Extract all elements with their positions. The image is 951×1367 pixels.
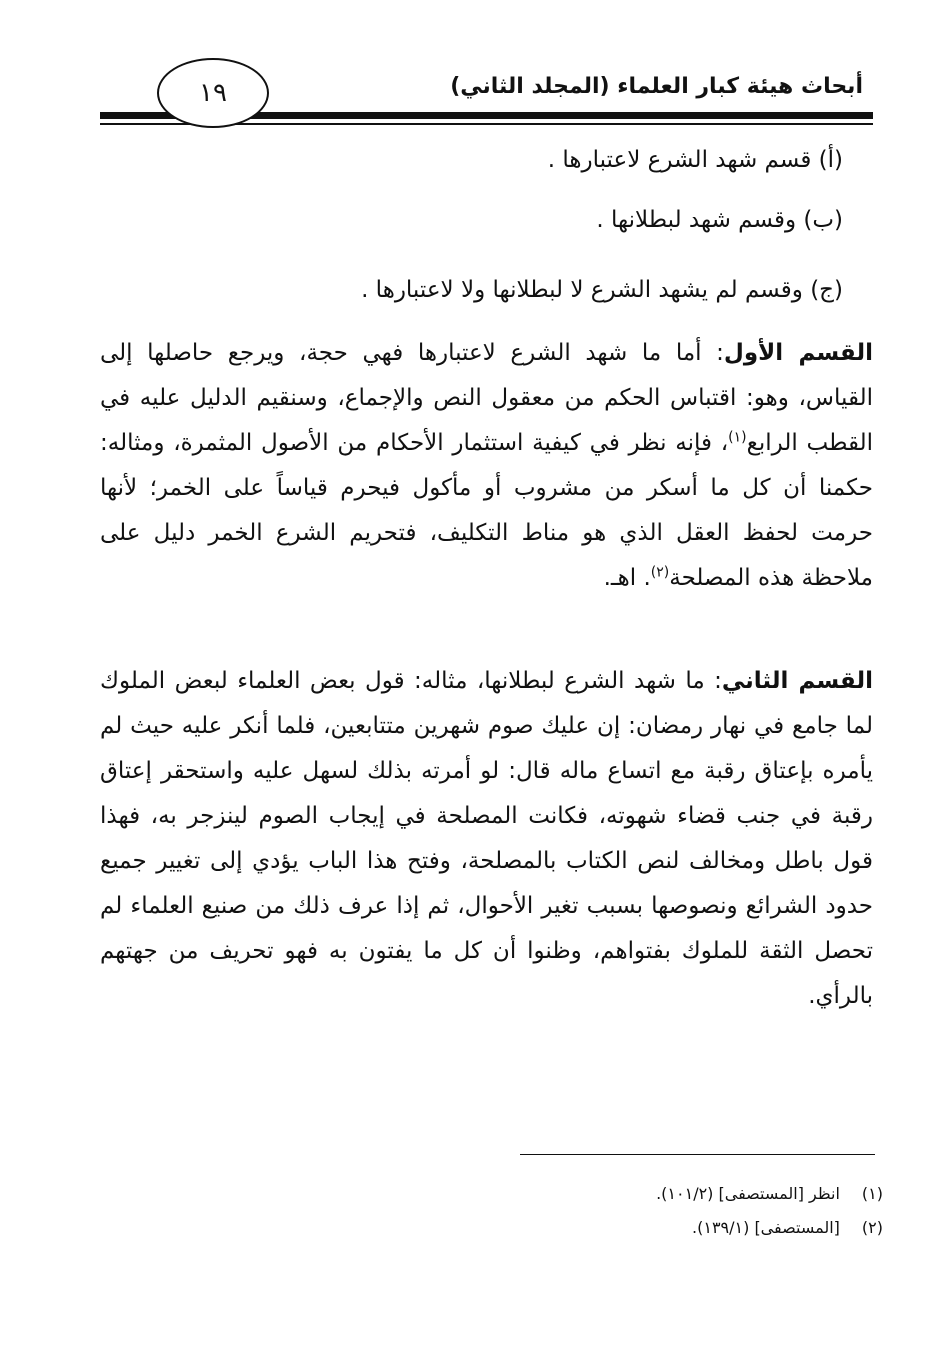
footnote-1-number: (١) [861,1184,883,1203]
division-item-b: (ب) وقسم شهد لبطلانها . [596,207,843,233]
footnote-ref-2: (٢) [650,564,670,581]
section-one-text-b: ، فإنه نظر في كيفية استثمار الأحكام من الأصول المثمرة، ومثاله: حكمنا أن كل ما أسكر من مشروب أو مأكول فيحرم قياساً على الخمر؛ لأنها حرمت لحفظ العقل الذي هو مناط التكليف، فتحريم الشرع الخمر دليل على ملاحظة هذه المصلحة [100,430,873,591]
section-two-text: : ما شهد الشرع لبطلانها، مثاله: قول بعض العلماء لبعض الملوك لما جامع في نهار رمضان: إن عليك صوم شهرين متتابعين، فلما أنكر عليه حيث لم يأمره بإعتاق رقبة مع اتساع ماله قال: لو أمرته بذلك لسهل عليه واستحقر إعتاق رقبة في جنب قضاء شهوته، فكانت المصلحة في إيجاب الصوم لينزجر به، فهذا قول باطل ومخالف لنص الكتاب بالمصلحة، وفتح هذا الباب يؤدي إلى تغيير جميع حدود الشرائع ونصوصها بسبب تغير الأحوال، ثم إذا عرف ذلك من صنيع العلماء لم تحصل الثقة للملوك بفتواهم، وظنوا أن كل ما يفتون به فهو تحريف من جهتهم بالرأي. [100,668,873,1009]
footnote-1-text: انظر [المستصفى] (١٠١/٢). [656,1184,840,1203]
footnote-separator [520,1154,875,1155]
section-two [100,659,873,1019]
division-item-c: (ج) وقسم لم يشهد الشرع لا لبطلانها ولا لاعتبارها . [361,277,843,303]
section-one-term: القسم الأول [723,340,873,366]
section-two-paragraph [100,659,873,1019]
page-number: ١٩ [157,58,269,128]
section-two-term: القسم الثاني [721,668,873,694]
running-header-title: أبحاث هيئة كبار العلماء (المجلد الثاني) [450,74,863,99]
footnote-2-number: (٢) [861,1218,883,1237]
footnote-2-text: [المستصفى] (١٣٩/١). [692,1218,840,1237]
footnote-1 [656,1184,883,1203]
section-one-text-c: . اهـ. [603,565,651,591]
footnote-2 [692,1218,883,1237]
footnote-ref-1: (١) [728,429,747,446]
section-one-paragraph [100,331,873,601]
section-one [100,331,873,601]
section-one-text-a: : أما ما شهد الشرع لاعتبارها فهي حجة، ويرجع حاصلها إلى القياس، وهو: اقتباس الحكم من معقول النص والإجماع، وسنقيم الدليل عليه في القطب الرابع [100,340,873,456]
division-item-a: (أ) قسم شهد الشرع لاعتبارها . [547,147,843,173]
